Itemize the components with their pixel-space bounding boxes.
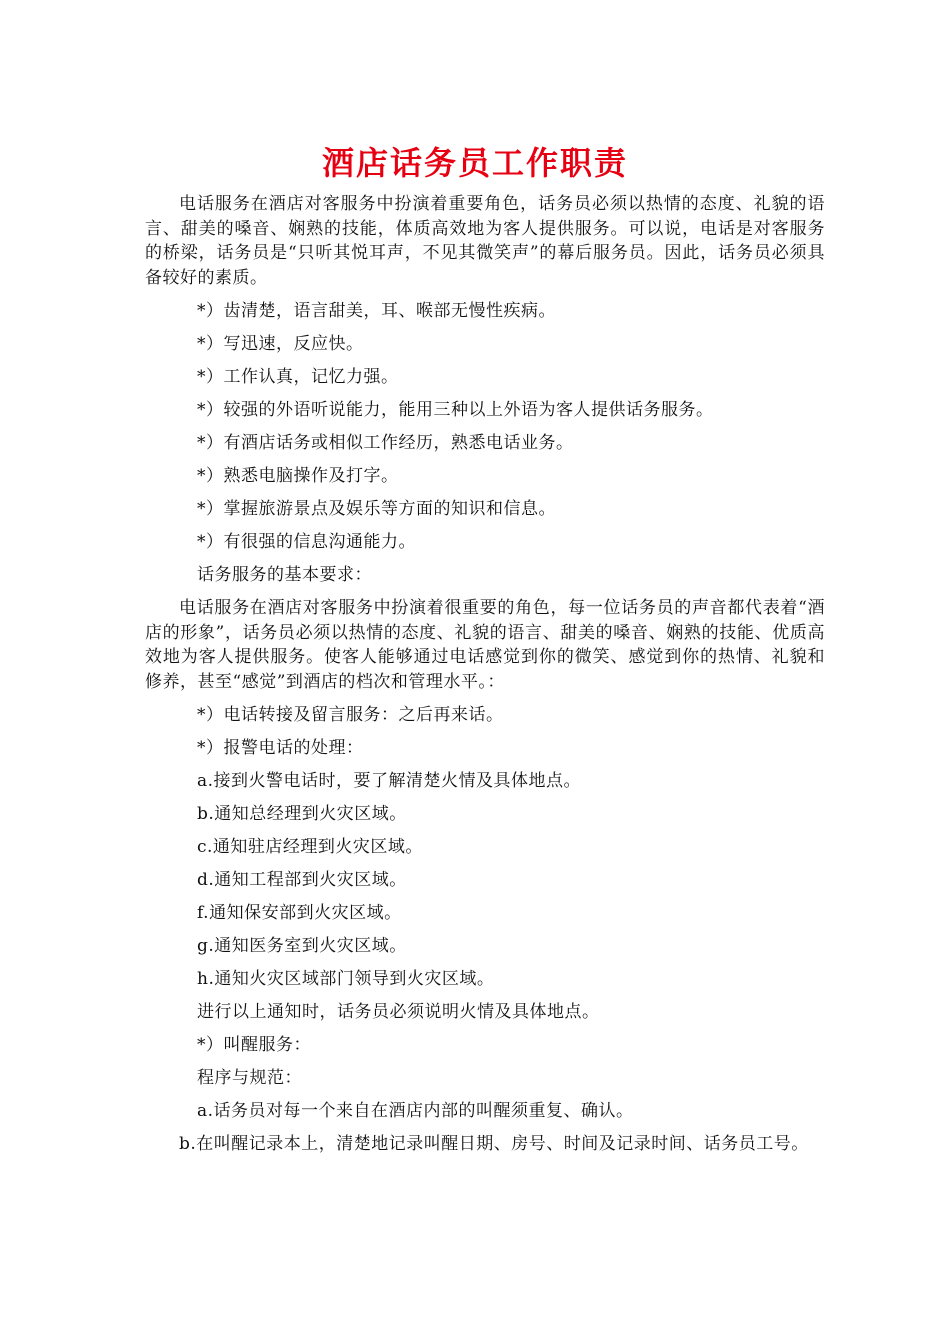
qualities-list [145, 299, 825, 555]
alarm-steps-list [145, 769, 825, 992]
basic-requirements-heading: 话务服务的基本要求： [197, 565, 372, 585]
wakeup-step: a.话务员对每一个来自在酒店内部的叫醒须重复、确认。 [197, 1101, 634, 1121]
alarm-note: 进行以上通知时，话务员必须说明火情及具体地点。 [197, 1002, 600, 1022]
alarm-heading: *）报警电话的处理： [197, 738, 364, 758]
intro-paragraph: 电话服务在酒店对客服务中扮演着重要角色，话务员必须以热情的态度、礼貌的语言、甜美的嗓音、娴熟的技能，体质高效地为客人提供服务。可以说，电话是对客服务的桥梁，话务员是“只听其悦耳声，不见其微笑声”的幕后服务员。因此，话务员必须具备较好的素质。 [145, 194, 825, 288]
alarm-step: g.通知医务室到火灾区域。 [197, 936, 407, 956]
alarm-step: h.通知火灾区域部门领导到火灾区域。 [197, 969, 495, 989]
transfer-item: *）电话转接及留言服务：之后再来话。 [197, 705, 504, 725]
quality-item: *）有很强的信息沟通能力。 [197, 532, 416, 552]
alarm-step: d.通知工程部到火灾区域。 [197, 870, 407, 890]
wakeup-heading: *）叫醒服务： [197, 1035, 311, 1055]
quality-item: *）熟悉电脑操作及打字。 [197, 466, 399, 486]
quality-item: *）齿清楚，语言甜美，耳、喉部无慢性疾病。 [197, 301, 556, 321]
quality-item: *）有酒店话务或相似工作经历，熟悉电话业务。 [197, 433, 574, 453]
procedure-heading: 程序与规范： [197, 1068, 302, 1088]
document-title: 酒店话务员工作职责 [321, 144, 628, 182]
alarm-step: b.通知总经理到火灾区域。 [197, 804, 407, 824]
alarm-step: c.通知驻店经理到火灾区域。 [197, 837, 423, 857]
alarm-step: a.接到火警电话时，要了解清楚火情及具体地点。 [197, 771, 582, 791]
basic-requirements-paragraph: 电话服务在酒店对客服务中扮演着很重要的角色，每一位话务员的声音都代表着“酒店的形象”，话务员必须以热情的态度、礼貌的语言、甜美的嗓音、娴熟的技能、优质高效地为客人提供服务。使客人能够通过电话感觉到你的微笑、感觉到你的热情、礼貌和修养，甚至“感觉”到酒店的档次和管理水平。： [145, 598, 825, 692]
quality-item: *）写迅速，反应快。 [197, 334, 364, 354]
wakeup-step: b.在叫醒记录本上，清楚地记录叫醒日期、房号、时间及记录时间、话务员工号。 [179, 1134, 809, 1154]
alarm-step: f.通知保安部到火灾区域。 [197, 903, 402, 923]
quality-item: *）掌握旅游景点及娱乐等方面的知识和信息。 [197, 499, 556, 519]
document-body [145, 192, 825, 1166]
quality-item: *）较强的外语听说能力，能用三种以上外语为客人提供话务服务。 [197, 400, 714, 420]
quality-item: *）工作认真，记忆力强。 [197, 367, 399, 387]
